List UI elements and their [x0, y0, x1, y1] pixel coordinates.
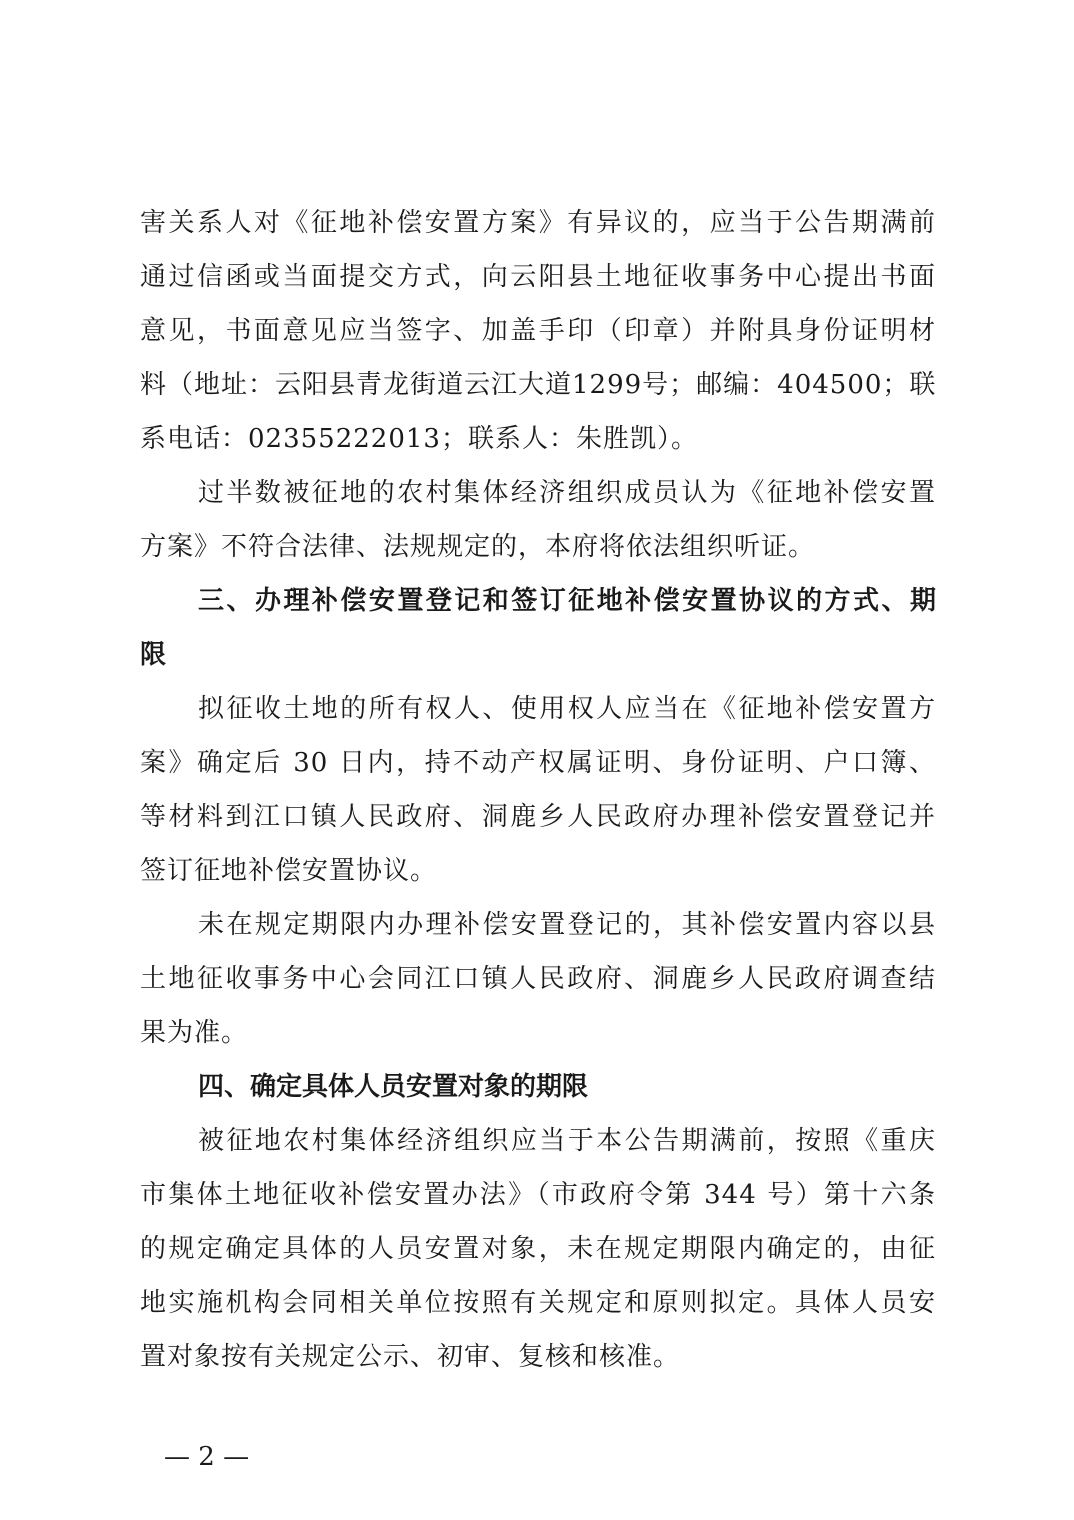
- text-line: 料（地址：云阳县青龙街道云江大道1299号；邮编：404500；联: [140, 370, 937, 400]
- text-line: 地实施机构会同相关单位按照有关规定和原则拟定。具体人员安: [140, 1288, 936, 1318]
- text-line: 方案》不符合法律、法规规定的，本府将依法组织听证。: [140, 532, 816, 562]
- heading-line: 限: [140, 640, 167, 670]
- text-line: 等材料到江口镇人民政府、洞鹿乡人民政府办理补偿安置登记并: [140, 802, 936, 832]
- text-line: 置对象按有关规定公示、初审、复核和核准。: [140, 1342, 681, 1372]
- paragraph: [140, 898, 936, 1060]
- text-line: 拟征收土地的所有权人、使用权人应当在《征地补偿安置方: [198, 694, 936, 724]
- text-line: 害关系人对《征地补偿安置方案》有异议的，应当于公告期满前: [140, 208, 936, 238]
- page-number: — 2 —: [164, 1442, 250, 1472]
- document-body: [140, 196, 936, 1384]
- text-line: 土地征收事务中心会同江口镇人民政府、洞鹿乡人民政府调查结: [140, 964, 936, 994]
- section-heading: [140, 1060, 936, 1114]
- paragraph: [140, 1114, 936, 1384]
- section-heading: [140, 574, 936, 682]
- text-line: 未在规定期限内办理补偿安置登记的，其补偿安置内容以县: [198, 910, 936, 940]
- text-line: 系电话：02355222013；联系人：朱胜凯）。: [140, 424, 698, 454]
- paragraph: [140, 466, 936, 574]
- heading-line: 三、办理补偿安置登记和签订征地补偿安置协议的方式、期: [198, 586, 936, 616]
- text-line: 被征地农村集体经济组织应当于本公告期满前，按照《重庆: [198, 1126, 936, 1156]
- text-line: 的规定确定具体的人员安置对象，未在规定期限内确定的，由征: [140, 1234, 936, 1264]
- text-line: 意见，书面意见应当签字、加盖手印（印章）并附具身份证明材: [140, 316, 936, 346]
- text-line: 果为准。: [140, 1018, 249, 1048]
- text-line: 案》确定后 30 日内，持不动产权属证明、身份证明、户口簿、: [140, 748, 936, 778]
- text-line: 签订征地补偿安置协议。: [140, 856, 438, 886]
- text-line: 过半数被征地的农村集体经济组织成员认为《征地补偿安置: [198, 478, 936, 508]
- paragraph: [140, 682, 936, 898]
- paragraph: [140, 196, 936, 466]
- text-line: 市集体土地征收补偿安置办法》（市政府令第 344 号）第十六条: [140, 1180, 936, 1210]
- heading-line: 四、确定具体人员安置对象的期限: [198, 1072, 589, 1102]
- text-line: 通过信函或当面提交方式，向云阳县土地征收事务中心提出书面: [140, 262, 936, 292]
